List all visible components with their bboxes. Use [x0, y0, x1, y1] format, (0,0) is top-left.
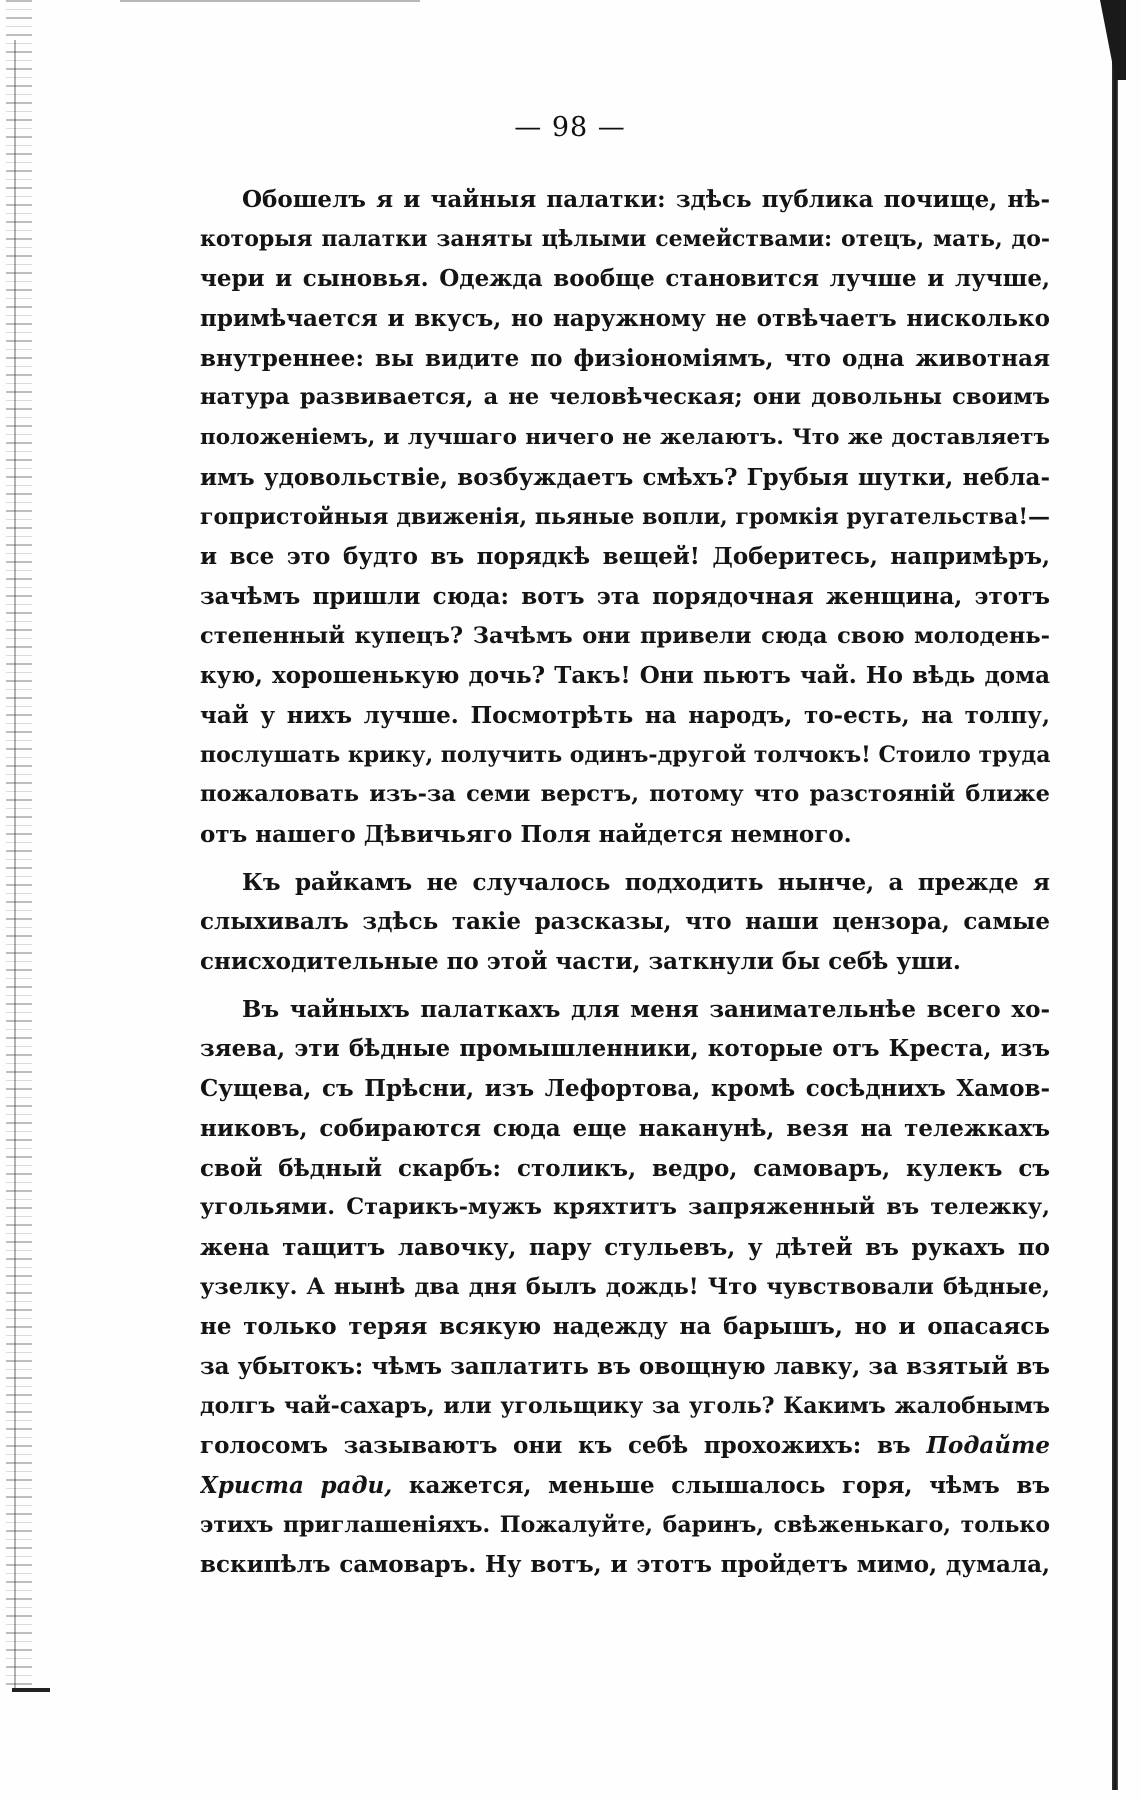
scan-top-mark — [120, 0, 420, 2]
text-segment: кажется, меньше слышалось горя, чѣмъ въ — [408, 1472, 1050, 1499]
text-segment: голосомъ зазываютъ они къ себѣ прохожихъ: въ — [200, 1432, 911, 1460]
text-line: кую, хорошенькую дочь? Такъ! Они пьютъ чай. Но вѣдь дома — [200, 662, 1050, 690]
text-line: вскипѣлъ самоваръ. Ну вотъ, и этотъ пройдетъ мимо, думала, — [200, 1551, 1050, 1579]
text-line: снисходительные по этой части, заткнули бы себѣ уши. — [200, 948, 961, 976]
text-line-with-italic — [200, 1466, 1050, 1506]
paragraph-gap — [200, 982, 1050, 990]
text-line: гопристойныя движенія, пьяные вопли, громкія ругательства!— — [200, 503, 1050, 530]
body-text — [200, 180, 1050, 1585]
text-line: Къ райкамъ не случалось подходить нынче, а прежде я — [242, 868, 1050, 896]
text-line: чери и сыновья. Одежда вообще становится лучше и лучше, — [200, 265, 1050, 293]
paragraph-gap — [200, 855, 1050, 863]
text-line: внутреннее: вы видите по физіономіямъ, что одна животная — [200, 344, 1050, 372]
text-line: имъ удовольствіе, возбуждаетъ смѣхъ? Грубыя шутки, небла- — [200, 463, 1050, 491]
text-line: за убытокъ: чѣмъ заплатить въ овощную лавку, за взятый въ — [200, 1352, 1050, 1380]
scan-left-foot-mark — [12, 1688, 50, 1692]
text-line: слыхивалъ здѣсь такіе разсказы, что наши цензора, самые — [200, 908, 1050, 936]
text-line: степенный купецъ? Зачѣмъ они привели сюда свою молодень- — [200, 622, 1050, 649]
text-line: пожаловать изъ-за семи верстъ, потому что разстояній ближе — [200, 781, 1050, 808]
paragraph-3 — [200, 990, 1050, 1585]
text-line: чай у нихъ лучше. Посмотрѣть на народъ, то-есть, на толпу, — [200, 701, 1050, 729]
text-line: послушать крику, получить одинъ-другой толчокъ! Стоило труда — [200, 741, 1050, 768]
text-line: Обошелъ я и чайныя палатки: здѣсь публика почище, нѣ- — [242, 186, 1050, 213]
text-line-with-italic — [200, 1426, 1050, 1466]
text-line: этихъ приглашеніяхъ. Пожалуйте, баринъ, свѣженькаго, только — [200, 1511, 1050, 1538]
italic-phrase: Христа ради, — [200, 1472, 393, 1499]
text-line: и все это будто въ порядкѣ вещей! Доберитесь, напримѣръ, — [200, 543, 1050, 571]
text-line: не только теряя всякую надежду на барышъ, но и опасаясь — [200, 1313, 1050, 1341]
text-line: жена тащитъ лавочку, пару стульевъ, у дѣтей въ рукахъ по — [200, 1233, 1050, 1261]
text-line: примѣчается и вкусъ, но наружному не отвѣчаетъ нисколько — [200, 305, 1050, 333]
text-line: отъ нашего Дѣвичьяго Поля найдется немного. — [200, 821, 852, 848]
text-line: зяева, эти бѣдные промышленники, которые отъ Креста, изъ — [200, 1035, 1050, 1063]
italic-phrase: Подайте — [926, 1432, 1050, 1460]
text-line: узелку. А нынѣ два дня былъ дождь! Что чувствовали бѣдные, — [200, 1273, 1050, 1300]
text-line: угольями. Старикъ-мужъ кряхтитъ запряженный въ тележку, — [200, 1194, 1050, 1221]
text-line: Въ чайныхъ палаткахъ для меня занимательнѣе всего хо- — [242, 995, 1050, 1023]
text-line: которыя палатки заняты цѣлыми семействами: отецъ, мать, до- — [200, 225, 1050, 252]
scan-right-edge — [1112, 0, 1118, 1790]
text-line: долгъ чай-сахаръ, или угольщику за уголь? Какимъ жалобнымъ — [200, 1392, 1050, 1419]
scan-left-line — [14, 40, 16, 1690]
scan-left-edge — [6, 0, 32, 1690]
text-line: положеніемъ, и лучшаго ничего не желаютъ. Что же доставляетъ — [200, 425, 1050, 451]
paragraph-1 — [200, 180, 1050, 855]
page-number: — 98 — — [514, 112, 626, 143]
text-line: натура развивается, а не человѣческая; они довольны своимъ — [200, 384, 1050, 411]
text-line: никовъ, собираются сюда еще наканунѣ, везя на тележкахъ — [200, 1114, 1050, 1142]
text-line: Сущева, съ Прѣсни, изъ Лефортова, кромѣ сосѣднихъ Хамов- — [200, 1075, 1050, 1103]
text-line: зачѣмъ пришли сюда: вотъ эта порядочная женщина, этотъ — [200, 582, 1050, 610]
paragraph-2 — [200, 863, 1050, 982]
text-line: свой бѣдный скарбъ: столикъ, ведро, самоваръ, кулекъ съ — [200, 1154, 1050, 1182]
